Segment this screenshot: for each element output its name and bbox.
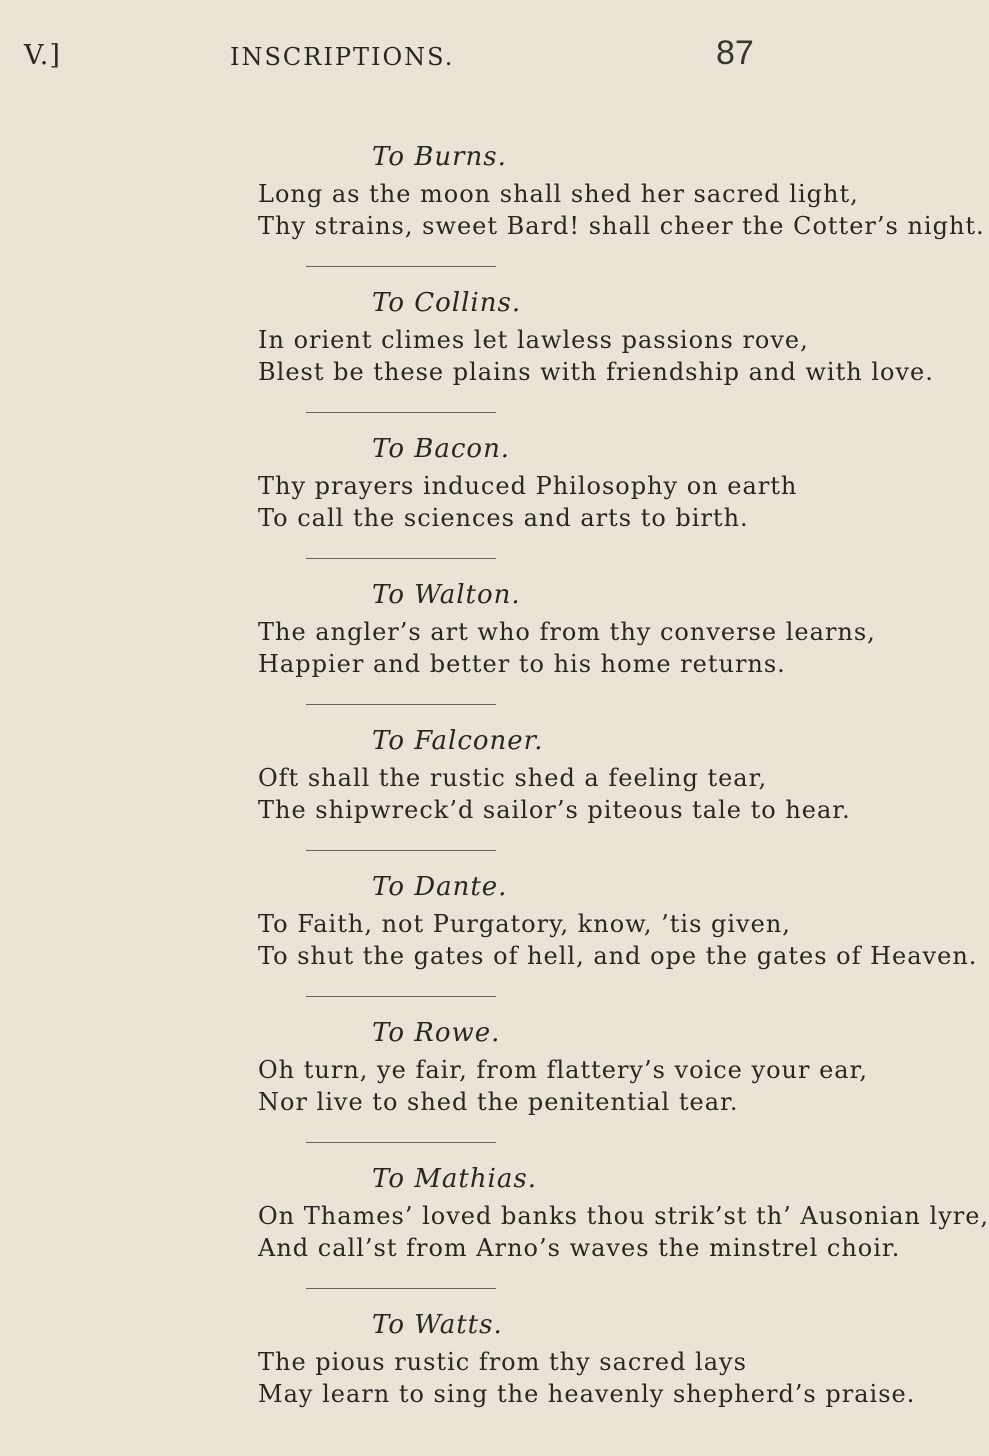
verse-line: To call the sciences and arts to birth. xyxy=(258,504,749,532)
inscription-title: To Burns. xyxy=(372,142,507,172)
verse-line: The angler’s art who from thy converse learns, xyxy=(258,618,876,646)
verse-line: Nor live to shed the penitential tear. xyxy=(258,1088,739,1116)
verse-line: And call’st from Arno’s waves the minstrel choir. xyxy=(258,1234,901,1262)
page-number: 87 xyxy=(716,34,754,72)
inscription-mathias xyxy=(258,1164,989,1310)
verse-line: The shipwreck’d sailor’s piteous tale to hear. xyxy=(258,796,851,824)
running-title: INSCRIPTIONS. xyxy=(230,43,455,71)
section-rule xyxy=(306,996,496,997)
verse-line: Blest be these plains with friendship and with love. xyxy=(258,358,934,386)
section-rule xyxy=(306,1288,496,1289)
verse-line: May learn to sing the heavenly shepherd’s praise. xyxy=(258,1380,916,1408)
section-rule xyxy=(306,850,496,851)
inscription-watts xyxy=(258,1310,916,1456)
verse-line: On Thames’ loved banks thou strik’st th’ Ausonian lyre, xyxy=(258,1202,989,1230)
verse-line: In orient climes let lawless passions rove, xyxy=(258,326,809,354)
verse-line: Long as the moon shall shed her sacred light, xyxy=(258,180,859,208)
inscription-title: To Bacon. xyxy=(372,434,511,464)
inscription-walton xyxy=(258,580,876,726)
inscription-title: To Mathias. xyxy=(372,1164,537,1194)
volume-mark: V.] xyxy=(24,40,61,71)
inscription-dante xyxy=(258,872,978,1018)
inscription-title: To Watts. xyxy=(372,1310,503,1340)
inscription-title: To Collins. xyxy=(372,288,522,318)
inscription-title: To Walton. xyxy=(372,580,521,610)
inscriptions-list xyxy=(258,142,989,1456)
verse-line: The pious rustic from thy sacred lays xyxy=(258,1348,747,1376)
inscription-title: To Dante. xyxy=(372,872,508,902)
section-rule xyxy=(306,704,496,705)
inscription-rowe xyxy=(258,1018,869,1164)
verse-line: To Faith, not Purgatory, know, ’tis given, xyxy=(258,910,791,938)
section-rule xyxy=(306,412,496,413)
verse-line: Thy prayers induced Philosophy on earth xyxy=(258,472,798,500)
verse-line: Oh turn, ye fair, from flattery’s voice your ear, xyxy=(258,1056,869,1084)
inscription-bacon xyxy=(258,434,798,580)
section-rule xyxy=(306,1142,496,1143)
verse-line: Oft shall the rustic shed a feeling tear, xyxy=(258,764,768,792)
section-rule xyxy=(306,266,496,267)
inscription-burns xyxy=(258,142,985,288)
inscription-title: To Rowe. xyxy=(372,1018,501,1048)
verse-line: Thy strains, sweet Bard! shall cheer the Cotter’s night. xyxy=(258,212,985,240)
running-header xyxy=(0,28,800,78)
inscription-title: To Falconer. xyxy=(372,726,544,756)
inscription-falconer xyxy=(258,726,851,872)
inscription-collins xyxy=(258,288,934,434)
verse-line: To shut the gates of hell, and ope the gates of Heaven. xyxy=(258,942,978,970)
verse-line: Happier and better to his home returns. xyxy=(258,650,786,678)
section-rule xyxy=(306,558,496,559)
